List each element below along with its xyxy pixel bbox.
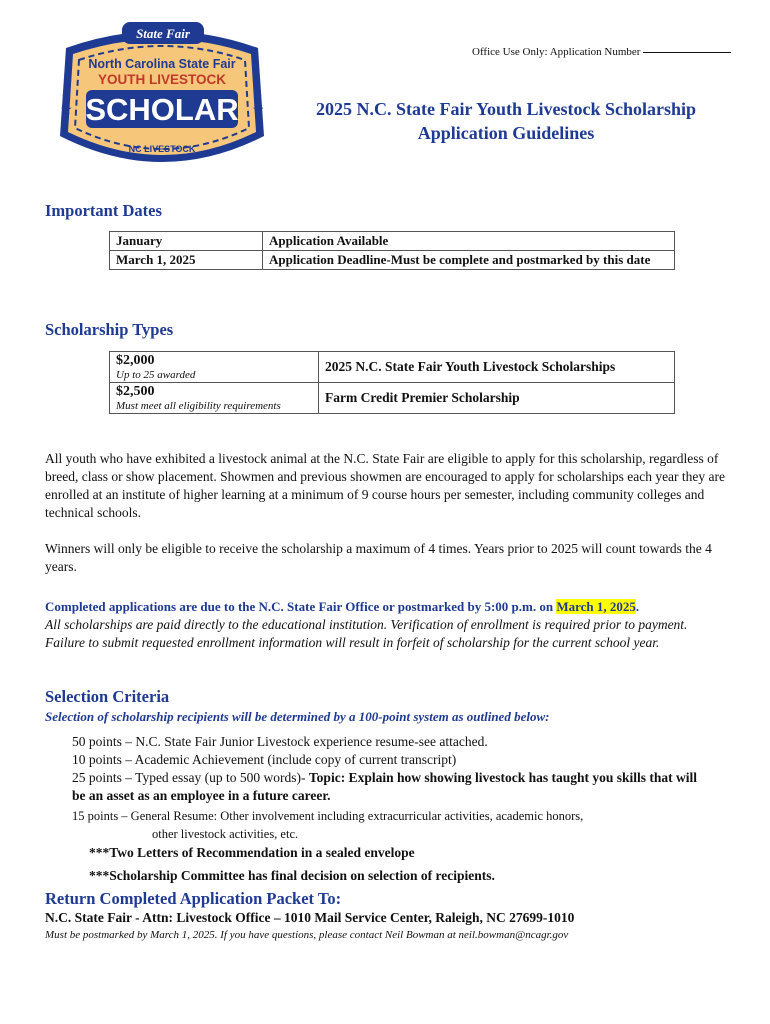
office-use-label: Office Use Only: Application Number <box>472 46 731 58</box>
important-dates-heading: Important Dates <box>45 201 162 220</box>
application-number-field[interactable] <box>643 52 731 53</box>
return-note: Must be postmarked by March 1, 2025. If you have questions, please contact Neil Bowman at neil.bowman@ncagr.gov <box>45 929 569 941</box>
due-date-highlight: March 1, 2025 <box>556 599 636 614</box>
date-cell: March 1, 2025 <box>110 251 263 270</box>
table-row <box>110 232 675 251</box>
winners-paragraph: Winners will only be eligible to receive the scholarship a maximum of 4 times. Years prior to 2025 will count towards the 4 years. <box>45 541 712 574</box>
criteria-item: 10 points – Academic Achievement (include copy of current transcript) <box>72 752 457 767</box>
due-paragraph: Completed applications are due to the N.C. State Fair Office or postmarked by 5:00 p.m. on March 1, 2025. All scholarships are paid directly to the educational institution. Verification of enrollment is required prior to payment. Failure to submit requested enrollment information will result in forfeit of scholarship for the current school year. <box>45 598 727 652</box>
return-heading: Return Completed Application Packet To: <box>45 889 342 908</box>
scholarship-name-cell: 2025 N.C. State Fair Youth Livestock Scholarships <box>319 352 675 383</box>
logo-scholar: SCHOLAR <box>85 92 239 127</box>
svg-text:★: ★ <box>252 103 265 118</box>
recommendation-note: ***Two Letters of Recommendation in a sealed envelope <box>89 845 415 860</box>
paid-paragraph: All scholarships are paid directly to the educational institution. Verification of enrollment is required prior to payment. Failure to submit requested enrollment information will result in forfeit of scholarship for the current school year. <box>45 617 688 650</box>
date-cell: January <box>110 232 263 251</box>
selection-intro: Selection of scholarship recipients will be determined by a 100-point system as outlined below: <box>45 709 550 724</box>
criteria-item: 50 points – N.C. State Fair Junior Livestock experience resume-see attached. <box>72 734 488 749</box>
selection-heading: Selection Criteria <box>45 687 170 706</box>
logo-line1: North Carolina State Fair <box>88 57 236 71</box>
logo-brand: State Fair <box>136 26 190 41</box>
table-row <box>110 251 675 270</box>
table-row <box>110 352 675 383</box>
scholarship-name-cell: Farm Credit Premier Scholarship <box>319 383 675 414</box>
amount-note: Up to 25 awarded <box>116 369 196 381</box>
criteria-list <box>72 733 712 843</box>
desc-cell: Application Deadline-Must be complete and postmarked by this date <box>263 251 675 270</box>
criteria-item-cont: other livestock activities, etc. <box>152 827 299 841</box>
scholar-logo <box>46 18 278 178</box>
scholarship-types-heading: Scholarship Types <box>45 320 174 339</box>
svg-text:★: ★ <box>60 103 73 118</box>
amount-cell: $2,000 Up to 25 awarded <box>110 352 319 383</box>
logo-line2: YOUTH LIVESTOCK <box>97 72 227 87</box>
criteria-item: 25 points – Typed essay (up to 500 words)- Topic: Explain how showing livestock has taught you skills that will be an asset as an employee in a future career. <box>72 770 698 803</box>
logo-footer: NC LIVESTOCK <box>128 144 196 154</box>
committee-note: ***Scholarship Committee has final decision on selection of recipients. <box>89 868 495 883</box>
scholarship-types-table <box>109 351 675 414</box>
amount-cell: $2,500 Must meet all eligibility requirements <box>110 383 319 414</box>
table-row <box>110 383 675 414</box>
eligibility-paragraph: All youth who have exhibited a livestock animal at the N.C. State Fair are eligible to apply for this scholarship, regardless of breed, class or show placement. Showmen and previous showmen are encouraged to apply for scholarships each year they are enrolled at an institute of higher learning at a minimum of 9 course hours per semester, including community colleges and technical schools. <box>45 451 726 520</box>
criteria-item: 15 points – General Resume: Other involvement including extracurricular activities, academic honors, <box>72 809 584 823</box>
page-title: 2025 N.C. State Fair Youth Livestock Scholarship Application Guidelines <box>315 99 697 143</box>
important-dates-table <box>109 231 675 270</box>
return-address: N.C. State Fair - Attn: Livestock Office – 1010 Mail Service Center, Raleigh, NC 27699-1010 <box>45 910 575 925</box>
amount-note: Must meet all eligibility requirements <box>116 400 281 412</box>
desc-cell: Application Available <box>263 232 675 251</box>
